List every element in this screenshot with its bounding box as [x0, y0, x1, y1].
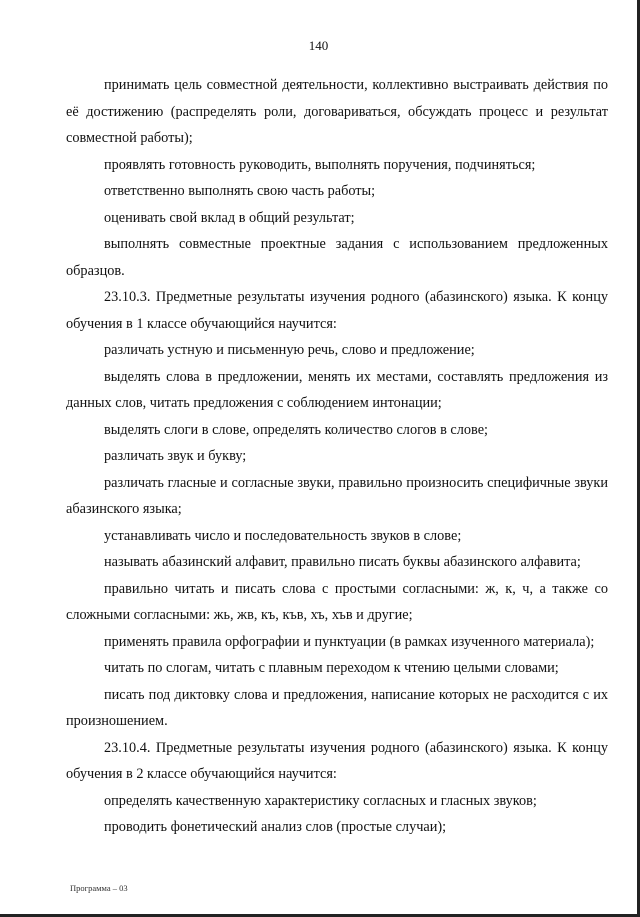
- paragraph: проявлять готовность руководить, выполнять поручения, подчиняться;: [104, 156, 536, 173]
- paragraph: применять правила орфографии и пунктуации (в рамках изученного материала);: [104, 633, 595, 650]
- paragraph: устанавливать число и последовательность звуков в слове;: [104, 527, 462, 544]
- paragraph: писать под диктовку слова и предложения, написание которых не расходится с их произношением.: [66, 686, 608, 729]
- document-body: [66, 72, 608, 841]
- paragraph: выделять слова в предложении, менять их местами, составлять предложения из данных слов, читать предложения с соблюдением интонации;: [66, 368, 608, 411]
- paragraph: правильно читать и писать слова с простыми согласными: ж, к, ч, а также со сложными согласными: жь, жв, къ, къв, хъ, хъв и другие;: [66, 580, 608, 623]
- paragraph: читать по слогам, читать с плавным переходом к чтению целыми словами;: [104, 660, 559, 676]
- paragraph: различать звук и букву;: [104, 448, 247, 464]
- paragraph: проводить фонетический анализ слов (простые случаи);: [104, 819, 447, 835]
- paragraph: различать устную и письменную речь, слово и предложение;: [104, 342, 475, 358]
- paragraph: оценивать свой вклад в общий результат;: [104, 209, 355, 226]
- section-heading: 23.10.4. Предметные результаты изучения родного (абазинского) языка. К концу обучения в 2 классе обучающийся научится:: [66, 739, 608, 782]
- footer-label: Программа – 03: [70, 883, 128, 893]
- paragraph: принимать цель совместной деятельности, коллективно выстраивать действия по её достижению (распределять роли, договариваться, обсуждать процесс и результат совместной работы);: [66, 77, 608, 146]
- section-heading: 23.10.3. Предметные результаты изучения родного (абазинского) языка. К концу обучения в 1 классе обучающийся научится:: [66, 289, 608, 332]
- paragraph: называть абазинский алфавит, правильно писать буквы абазинского алфавита;: [104, 554, 581, 570]
- paragraph: выделять слоги в слове, определять количество слогов в слове;: [104, 421, 489, 438]
- paragraph: различать гласные и согласные звуки, правильно произносить специфичные звуки абазинского языка;: [66, 474, 608, 517]
- paragraph: ответственно выполнять свою часть работы;: [104, 183, 376, 199]
- paragraph: выполнять совместные проектные задания с использованием предложенных образцов.: [66, 236, 608, 279]
- paragraph: определять качественную характеристику согласных и гласных звуков;: [104, 792, 537, 809]
- page-number: 140: [308, 38, 329, 53]
